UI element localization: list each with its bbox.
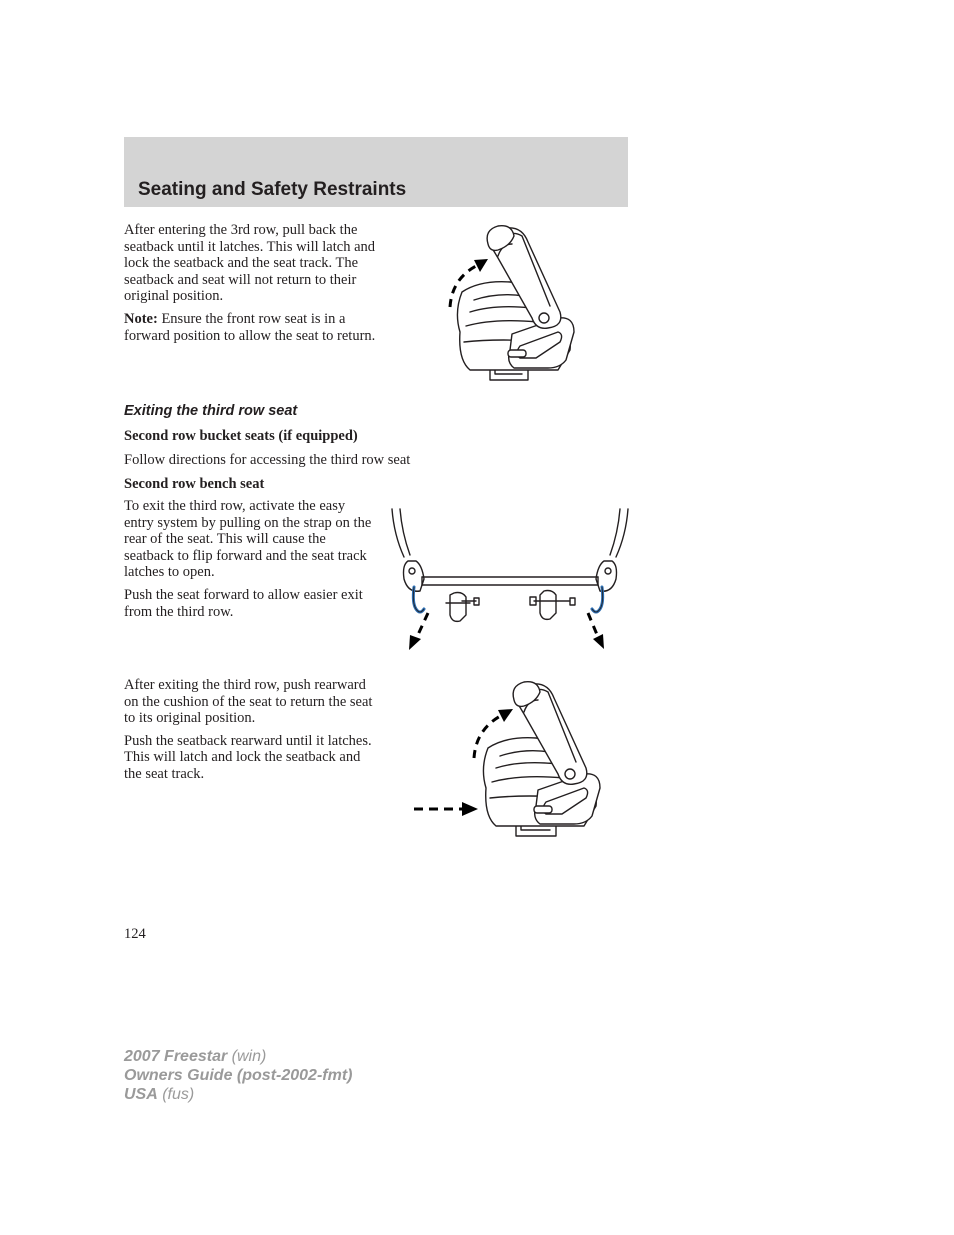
- exiting-third-row-subheading: Exiting the third row seat: [124, 403, 298, 419]
- footer-market-code: (fus): [157, 1086, 195, 1103]
- bench-seat-heading: Second row bench seat: [124, 476, 265, 492]
- note-paragraph: [124, 311, 382, 344]
- return-paragraph-2: Push the seatback rearward until it latches. This will latch and lock the seatback and the seat track.: [124, 732, 372, 782]
- footer-line-1: [124, 1047, 352, 1066]
- section-title: Seating and Safety Restraints: [138, 179, 407, 200]
- bucket-seats-heading: Second row bucket seats (if equipped): [124, 428, 358, 444]
- block-return-seat: [124, 677, 374, 783]
- footer-line-3: [124, 1085, 352, 1104]
- note-text: Ensure the front row seat is in a forward position to allow the seat to return.: [124, 310, 376, 344]
- block-pull-back: [124, 222, 382, 344]
- document-footer: [124, 1047, 352, 1104]
- note-label: Note:: [124, 310, 158, 327]
- return-paragraph-1: After exiting the third row, push rearward on the cushion of the seat to return the seat to its original position.: [124, 677, 373, 727]
- footer-model: 2007 Freestar: [124, 1048, 228, 1065]
- footer-market: USA: [124, 1086, 158, 1103]
- footer-line-2: [124, 1066, 352, 1085]
- page-number: 124: [124, 926, 146, 942]
- bench-seat-rear-illustration: [390, 505, 630, 655]
- seat-return-illustration: [410, 678, 610, 843]
- block-bench-seat: [124, 498, 374, 620]
- footer-guide-title: Owners Guide (post-2002-fmt): [124, 1067, 353, 1084]
- bucket-seats-text: Follow directions for accessing the third row seat: [124, 452, 411, 468]
- seat-pullback-illustration: [440, 222, 590, 387]
- pull-back-paragraph: After entering the 3rd row, pull back the seatback until it latches. This will latch and lock the seatback and the seat track. The seatback and seat will not return to their original position.: [124, 222, 376, 305]
- section-header-band: [124, 137, 628, 207]
- bench-paragraph-2: Push the seat forward to allow easier exit from the third row.: [124, 586, 363, 620]
- footer-model-code: (win): [227, 1048, 267, 1065]
- bench-paragraph-1: To exit the third row, activate the easy entry system by pulling on the strap on the rear of the seat. This will cause the seatback to flip forward and the seat track latches to open.: [124, 498, 372, 581]
